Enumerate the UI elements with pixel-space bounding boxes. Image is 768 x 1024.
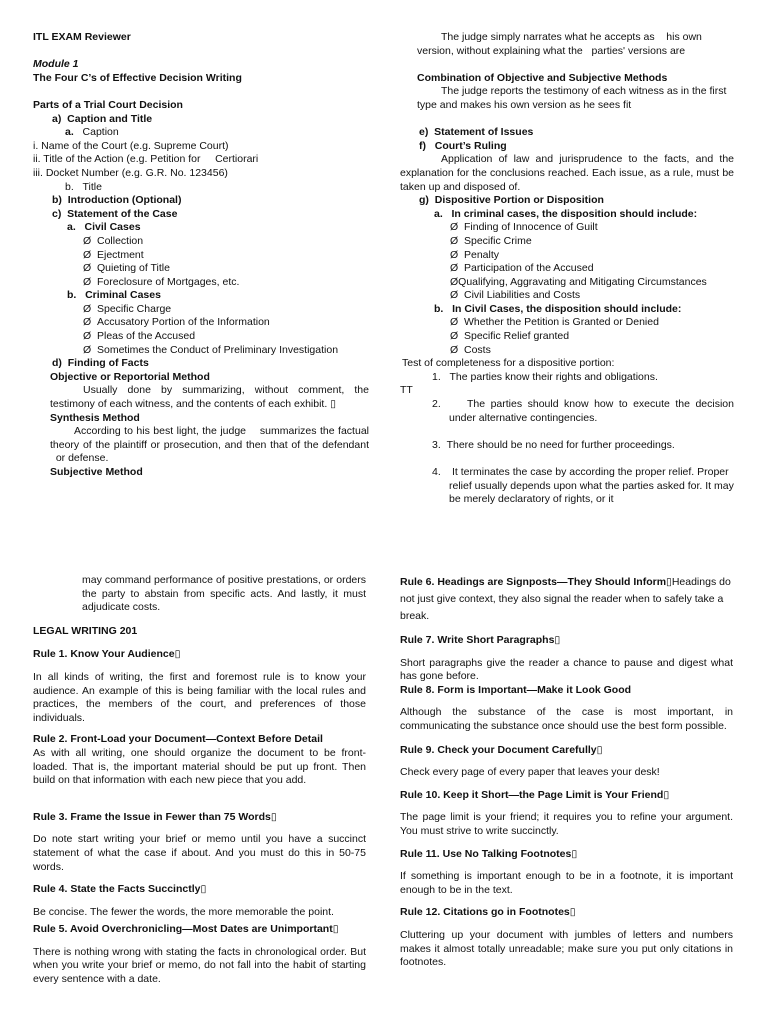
courts-ruling-item: f) Court’s Ruling [419, 139, 507, 152]
list-item: Ø Foreclosure of Mortgages, etc. [83, 275, 240, 288]
rule-10-heading: Rule 10. Keep it Short—the Page Limit is Your Friend▯ [400, 788, 670, 801]
objective-method-text: Usually done by summarizing, without comment, the testimony of each witness, and the contents of each exhibit. ▯ [50, 384, 369, 411]
dispositive-continuation-text: may command performance of positive prestations, or orders the party to abstain from specific acts. And lastly, it must adjudicate costs. [82, 574, 366, 614]
civil-cases-heading: a. Civil Cases [67, 221, 141, 234]
caption-title-of-action: ii. Title of the Action (e.g. Petition for Certiorari [33, 153, 259, 166]
statement-of-case-item: c) Statement of the Case [52, 207, 178, 220]
rule-11-heading: Rule 11. Use No Talking Footnotes▯ [400, 847, 578, 860]
dispositive-portion-item: g) Dispositive Portion or Disposition [419, 194, 604, 207]
list-item: Ø Quieting of Title [83, 262, 170, 275]
legal-writing-heading: LEGAL WRITING 201 [33, 624, 138, 637]
criminal-cases-list [33, 303, 369, 357]
criminal-disposition-list [400, 221, 734, 303]
list-item: Ø Whether the Petition is Granted or Denied [450, 316, 659, 329]
rule-7-heading: Rule 7. Write Short Paragraphs▯ [400, 634, 561, 646]
list-item: Ø Costs [450, 343, 491, 356]
list-item: Ø Accusatory Portion of the Information [83, 316, 270, 329]
rule-11-text: If something is important enough to be in a footnote, it is important enough to be in the text. [400, 870, 733, 896]
list-item: Ø Specific Charge [83, 302, 172, 315]
rule-2-heading: Rule 2. Front-Load your Document—Context Before Detail [33, 733, 323, 746]
caption-name-of-court: i. Name of the Court (e.g. Supreme Court) [33, 139, 229, 152]
introduction-item: b) Introduction (Optional) [52, 194, 182, 207]
rule-4-heading: Rule 4. State the Facts Succinctly▯ [33, 883, 207, 896]
courts-ruling-text: Application of law and jurisprudence to the facts, and the explanation for the conclusions reached. Each issue, as a rule, must be taken up and disposed of. [400, 153, 734, 193]
civil-cases-list [33, 235, 369, 289]
rule-9-text: Check every page of every paper that leaves your desk! [400, 766, 660, 779]
rule-12-text: Cluttering up your document with jumbles of letters and numbers makes it almost totally unreadable; make sure you put only citations in footnotes. [400, 928, 733, 969]
list-item: Ø Specific Crime [450, 234, 532, 247]
criminal-disposition-heading: a. In criminal cases, the disposition should include: [434, 207, 698, 220]
rule-8-text: Although the substance of the case is most important, in communicating the substance once should use the best form possible. [400, 706, 733, 732]
judge-narrates-text: The judge simply narrates what he accepts as his own version, without explaining what the parties' versions are [417, 31, 702, 57]
rule-9-heading: Rule 9. Check your Document Carefully▯ [400, 743, 603, 756]
rule-3-heading: Rule 3. Frame the Issue in Fewer than 75 Words▯ [33, 810, 277, 823]
rule-6-block [400, 574, 733, 625]
test-of-completeness-intro: Test of completeness for a dispositive portion: [402, 357, 615, 370]
rule-7-text: Short paragraphs give the reader a chance to pause and digest what has gone before. [400, 656, 733, 683]
statement-of-issues-item: e) Statement of Issues [419, 126, 534, 139]
synthesis-method-text: According to his best light, the judge summarizes the factual theory of the plaintiff or prosecution, and then that of the defendant or defense. [50, 425, 369, 465]
list-item: Ø Civil Liabilities and Costs [450, 289, 581, 302]
combination-method-heading: Combination of Objective and Subjective Methods [417, 71, 668, 84]
rule-2-text: As with all writing, one should organize the document to be front-loaded. That is, the important material should be put up front. Then build on that information with each new piece that you add. [33, 746, 366, 787]
four-cs-heading: The Four C’s of Effective Decision Writing [33, 71, 242, 84]
title-sub-item: b. Title [65, 180, 102, 193]
test-item-1: 1. The parties know their rights and obligations. [432, 370, 658, 383]
rule-5-heading: Rule 5. Avoid Overchronicling—Most Dates are Unimportant▯ [33, 923, 339, 936]
rule-6-text: Headings do not just give context, they also signal the reader when to safely take a break. [400, 576, 731, 622]
combination-method-text: The judge reports the testimony of each witness as in the first type and makes his own version as he sees fit [417, 85, 727, 111]
caption-docket-number: iii. Docket Number (e.g. G.R. No. 123456) [33, 166, 228, 179]
test-item-2 [400, 398, 734, 425]
test-item-2-number: 2. [432, 398, 441, 411]
list-item: Ø Pleas of the Accused [83, 330, 196, 343]
rule-1-text: In all kinds of writing, the first and foremost rule is to know your audience. An example of this is being familiar with the local rules and practices, the members of the court, and preferences of those individuals. [33, 670, 366, 724]
rule-6-heading: Rule 6. Headings are Signposts—They Should Inform▯ [400, 576, 672, 588]
rule-12-heading: Rule 12. Citations go in Footnotes▯ [400, 906, 576, 919]
finding-of-facts-item: d) Finding of Facts [52, 357, 149, 370]
parts-heading: Parts of a Trial Court Decision [33, 98, 183, 111]
synthesis-method-heading: Synthesis Method [50, 411, 140, 424]
list-item: Ø Collection [83, 234, 144, 247]
test-item-2-text: The parties should know how to execute the decision under alternative contingencies. [449, 398, 734, 424]
civil-disposition-list [400, 316, 734, 357]
rule-8-heading: Rule 8. Form is Important—Make it Look Good [400, 683, 632, 696]
list-item: Ø Participation of the Accused [450, 262, 594, 275]
page1-right-column [400, 31, 734, 507]
rule-4-text: Be concise. The fewer the words, the more memorable the point. [33, 905, 334, 918]
list-item: Ø Finding of Innocence of Guilt [450, 221, 598, 234]
page1-left-column [33, 31, 369, 480]
list-item: Ø Ejectment [83, 248, 144, 261]
criminal-cases-heading: b. Criminal Cases [67, 289, 161, 302]
list-item: ØQualifying, Aggravating and Mitigating Circumstances [450, 275, 707, 288]
page2-left-column [33, 574, 366, 987]
rule-3-text: Do note start writing your brief or memo until you have a succinct statement of what the case if about. And you must do this in 50-75 words. [33, 833, 366, 873]
list-item: Ø Specific Relief granted [450, 330, 570, 343]
rule-5-text: There is nothing wrong with stating the facts in chronological order. But when you write your brief or memo, do not fall into the habit of starting every sentence with a date. [33, 945, 366, 986]
caption-sub-item: a. Caption [65, 126, 119, 139]
module-label: Module 1 [33, 58, 79, 71]
list-item: Ø Penalty [450, 248, 500, 261]
subjective-method-heading: Subjective Method [50, 466, 143, 478]
list-item: Ø Sometimes the Conduct of Preliminary Investigation [83, 343, 339, 356]
page2-right-column [400, 574, 733, 970]
test-item-4-text: It terminates the case by according the proper relief. Proper relief usually depends upon what the parties asked for. It may be merely declaratory of rights, or it [449, 466, 734, 506]
rule-1-heading: Rule 1. Know Your Audience▯ [33, 648, 181, 661]
civil-disposition-heading: b. In Civil Cases, the disposition should include: [434, 302, 682, 315]
caption-title-item: a) Caption and Title [52, 112, 153, 125]
test-item-3: 3. There should be no need for further proceedings. [432, 438, 675, 451]
objective-method-heading: Objective or Reportorial Method [50, 370, 210, 383]
reviewer-title: ITL EXAM Reviewer [33, 31, 131, 43]
test-item-4-number: 4. [432, 466, 441, 478]
rule-10-text: The page limit is your friend; it requires you to refine your argument. You must strive to write succinctly. [400, 811, 733, 837]
stray-text-tt: TT [400, 384, 413, 397]
test-item-4 [400, 466, 734, 507]
